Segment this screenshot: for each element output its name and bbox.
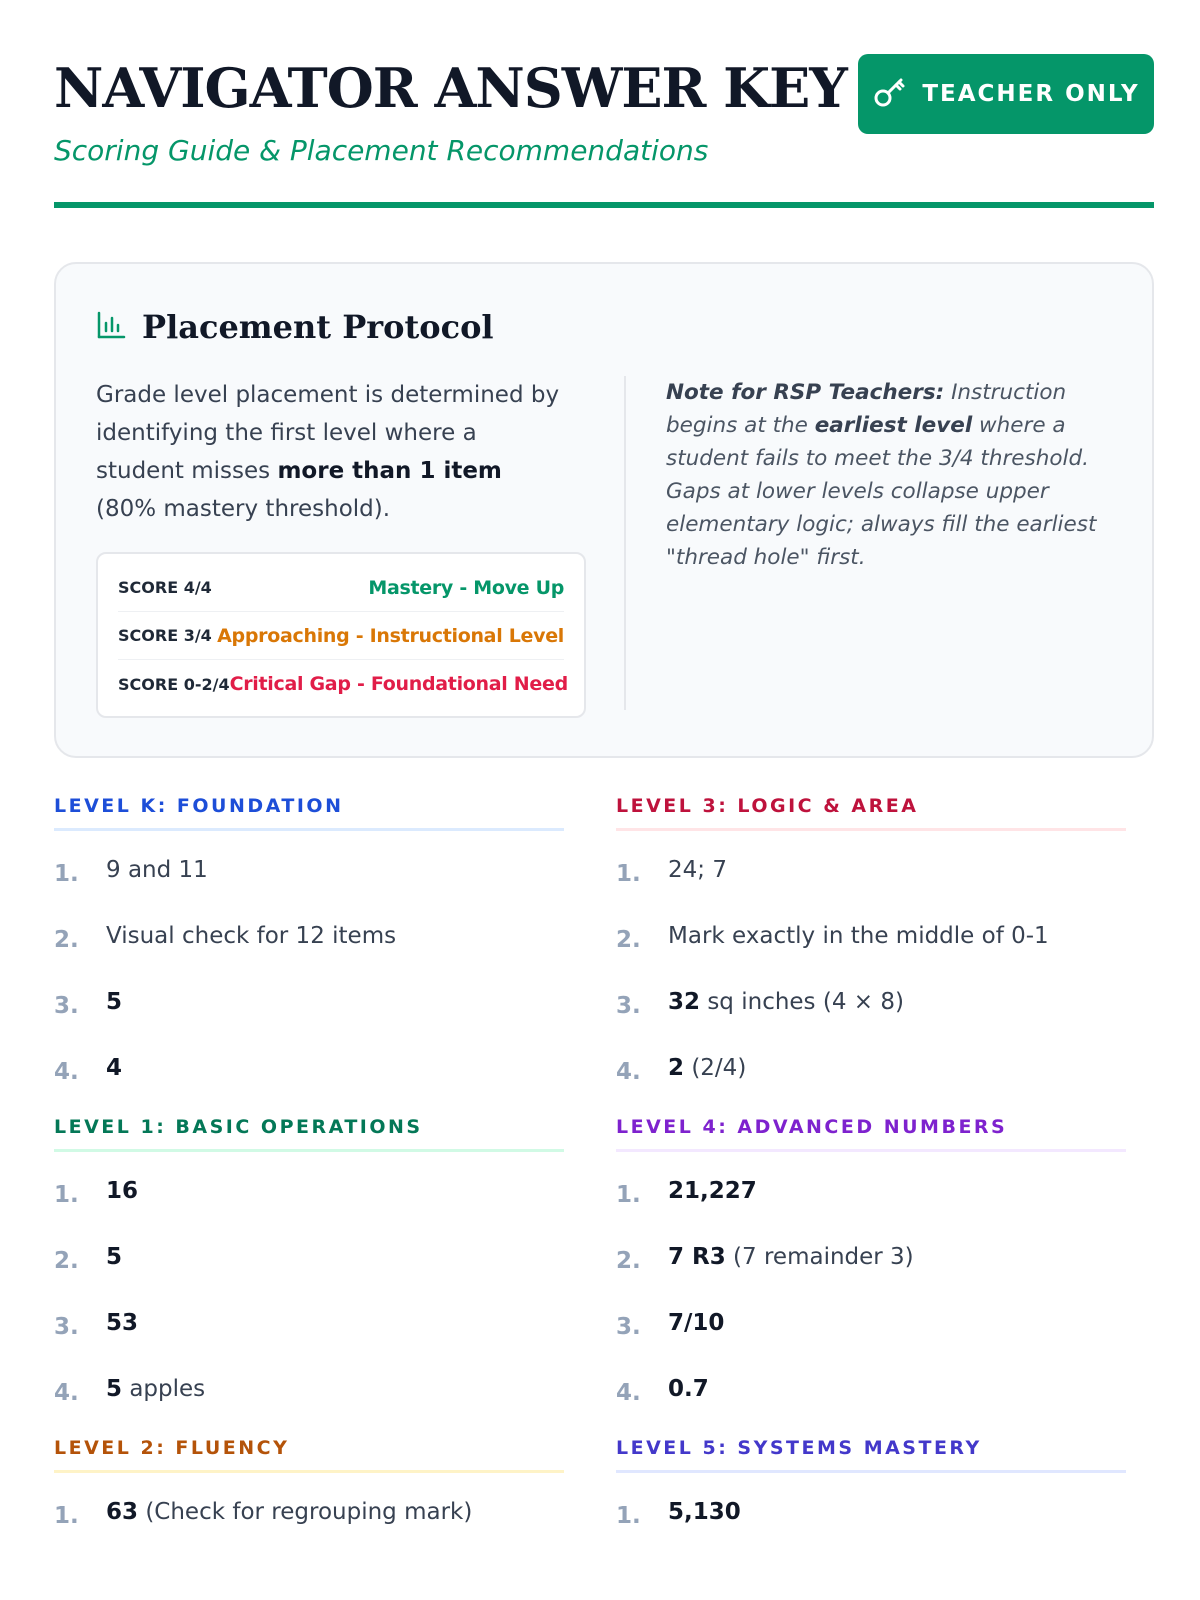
teacher-only-badge: [858, 54, 1154, 134]
score-result: Mastery - Move Up: [368, 576, 564, 599]
answer-list: [54, 1176, 564, 1440]
answer-text: 4: [106, 1055, 123, 1081]
score-table: [96, 552, 586, 718]
answer-number: 1.: [616, 1182, 641, 1208]
answer-number: 4.: [616, 1059, 641, 1085]
answer-list: [54, 1497, 564, 1563]
left-column: [54, 794, 564, 1563]
answer-item: [616, 1308, 1126, 1374]
answer-text: 5,130: [668, 1499, 741, 1525]
page-subtitle: Scoring Guide & Placement Recommendations: [54, 134, 709, 167]
score-label: SCORE 4/4: [118, 578, 212, 597]
answer-text: Visual check for 12 items: [106, 923, 397, 949]
section-divider: [616, 828, 1126, 831]
answer-number: 1.: [54, 861, 79, 887]
answer-text: 0.7: [668, 1376, 709, 1402]
section-title: LEVEL 1: BASIC OPERATIONS: [54, 1116, 423, 1138]
answer-number: 1.: [616, 861, 641, 887]
answer-list: [54, 855, 564, 1119]
level-2-section: [54, 1436, 564, 1563]
answer-number: 3.: [54, 993, 79, 1019]
protocol-title: Placement Protocol: [142, 308, 494, 346]
answer-text: 5: [106, 1244, 123, 1270]
answer-item: [54, 1176, 564, 1242]
answer-text: 53: [106, 1310, 139, 1336]
answer-list: [616, 1176, 1126, 1440]
bar-chart-icon: [96, 310, 126, 345]
level-5-section: [616, 1436, 1126, 1563]
answer-text: 63 (Check for regrouping mark): [106, 1499, 473, 1525]
right-column: [616, 794, 1126, 1563]
section-divider: [54, 1470, 564, 1473]
section-divider: [616, 1470, 1126, 1473]
answer-number: 4.: [616, 1380, 641, 1406]
header-divider: [54, 202, 1154, 208]
answer-item: [616, 1374, 1126, 1440]
placement-protocol-card: [54, 262, 1154, 758]
answer-item: [616, 855, 1126, 921]
answer-item: [616, 1053, 1126, 1119]
answer-text: 5 apples: [106, 1376, 206, 1402]
answer-item: [54, 1374, 564, 1440]
score-label: SCORE 3/4: [118, 626, 212, 645]
answer-text: 7 R3 (7 remainder 3): [668, 1244, 914, 1270]
answer-text: 21,227: [668, 1178, 757, 1204]
answer-text: 9 and 11: [106, 857, 208, 883]
answer-text: 7/10: [668, 1310, 725, 1336]
answer-item: [616, 1242, 1126, 1308]
answer-number: 1.: [54, 1182, 79, 1208]
answer-item: [616, 921, 1126, 987]
rsp-teacher-note: Note for RSP Teachers: Instruction begins at the earliest level where a student fails to meet the 3/4 threshold. Gaps at lower levels collapse upper elementary logic; always fill the earliest "thread hole" first.: [666, 380, 1097, 570]
section-title: LEVEL 2: FLUENCY: [54, 1437, 290, 1459]
score-result: Critical Gap - Foundational Need: [229, 673, 568, 695]
answer-number: 4.: [54, 1059, 79, 1085]
section-divider: [54, 828, 564, 831]
section-title: LEVEL K: FOUNDATION: [54, 795, 344, 817]
score-label: SCORE 0-2/4: [118, 674, 230, 694]
section-divider: [616, 1149, 1126, 1152]
level-4-section: [616, 1115, 1126, 1440]
section-title: LEVEL 5: SYSTEMS MASTERY: [616, 1437, 982, 1459]
page-header: [54, 52, 1154, 202]
answer-text: 24; 7: [668, 857, 727, 883]
score-row: [118, 660, 568, 708]
answer-number: 3.: [54, 1314, 79, 1340]
key-icon: [872, 74, 908, 115]
section-divider: [54, 1149, 564, 1152]
answer-number: 1.: [616, 1503, 641, 1529]
answer-number: 2.: [616, 1248, 641, 1274]
answer-number: 2.: [54, 1248, 79, 1274]
answer-item: [54, 921, 564, 987]
vertical-divider: [624, 376, 626, 710]
answer-text: 32 sq inches (4 × 8): [668, 989, 904, 1015]
answer-number: 1.: [54, 1503, 79, 1529]
answer-item: [54, 987, 564, 1053]
answer-item: [54, 1242, 564, 1308]
answer-item: [616, 987, 1126, 1053]
answer-number: 3.: [616, 1314, 641, 1340]
level-3-section: [616, 794, 1126, 1119]
answer-text: 2 (2/4): [668, 1055, 747, 1081]
answer-text: Mark exactly in the middle of 0-1: [668, 923, 1049, 949]
section-title: LEVEL 4: ADVANCED NUMBERS: [616, 1116, 1008, 1138]
protocol-heading: [96, 308, 494, 346]
answer-item: [54, 1053, 564, 1119]
score-row: [118, 564, 564, 612]
answer-list: [616, 1497, 1126, 1563]
answer-number: 2.: [54, 927, 79, 953]
score-row: [118, 612, 564, 660]
badge-label: TEACHER ONLY: [922, 81, 1140, 107]
answer-item: [54, 1308, 564, 1374]
answer-item: [54, 855, 564, 921]
score-result: Approaching - Instructional Level: [217, 624, 564, 647]
answer-number: 3.: [616, 993, 641, 1019]
level-1-section: [54, 1115, 564, 1440]
answer-text: 5: [106, 989, 123, 1015]
answer-list: [616, 855, 1126, 1119]
answer-item: [616, 1497, 1126, 1563]
answer-number: 4.: [54, 1380, 79, 1406]
section-title: LEVEL 3: LOGIC & AREA: [616, 795, 919, 817]
answer-number: 2.: [616, 927, 641, 953]
page-title: NAVIGATOR ANSWER KEY: [54, 56, 847, 120]
level-k-section: [54, 794, 564, 1119]
answer-item: [616, 1176, 1126, 1242]
answer-text: 16: [106, 1178, 139, 1204]
answer-item: [54, 1497, 564, 1563]
protocol-description: Grade level placement is determined by identifying the first level where a student misses more than 1 item (80% mastery threshold).: [96, 382, 560, 522]
